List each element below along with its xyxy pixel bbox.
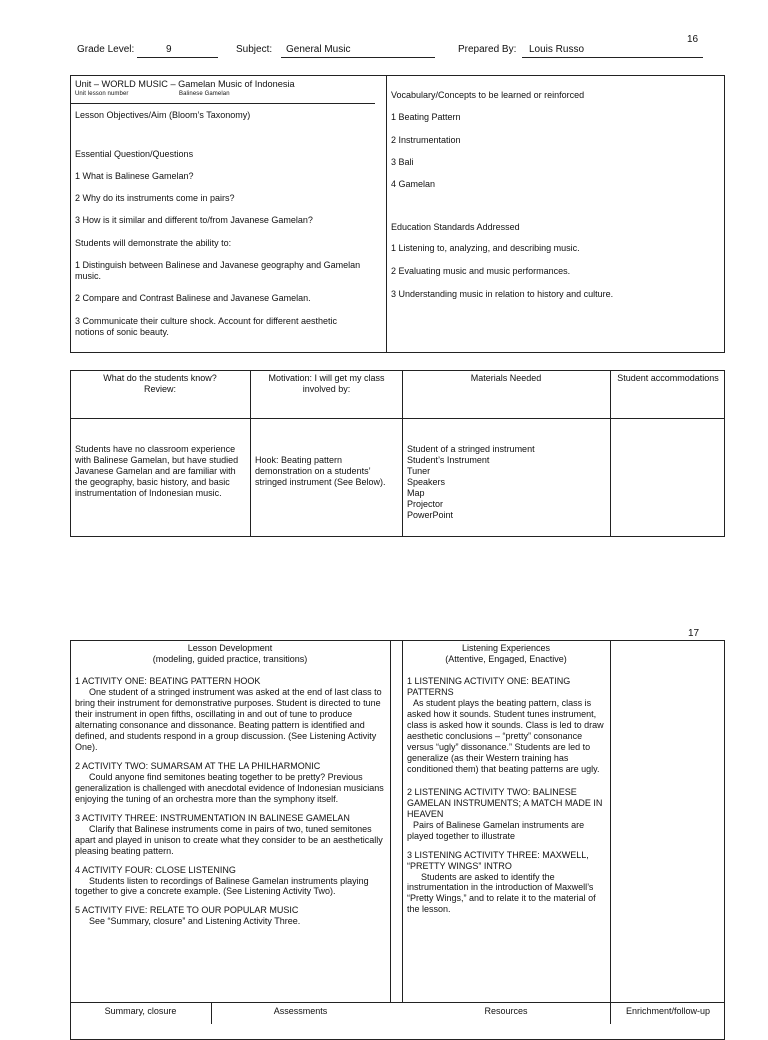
list-item: 4 ACTIVITY FOUR: CLOSE LISTENING Students listen to recordings of Balinese Gamelan instruments playing together to give a concrete example. (See Listening Activity Two). xyxy=(75,864,369,897)
grade-value: 9 xyxy=(166,44,172,55)
standard-item: 2 Evaluating music and music performances. xyxy=(391,266,571,276)
resources-header: Resources xyxy=(484,1006,528,1016)
listening-list xyxy=(407,676,607,923)
enrichment-header: Enrichment/follow-up xyxy=(625,1006,711,1016)
list-item: Speakers xyxy=(407,476,446,487)
lesson-name: Balinese Gamelan xyxy=(179,91,230,97)
assessments-header: Assessments xyxy=(273,1006,328,1016)
question-1: 1 What is Balinese Gamelan? xyxy=(75,171,194,181)
list-item: 1 LISTENING ACTIVITY ONE: BEATING PATTERNS As student plays the beating pattern, class is asked how it sounds. Student tunes instrument, class is asked how it sounds. Class is led to draw aesthetic conclusions – “pretty” consonance versus “ugly” dissonance.” Students are led to generalize (as their Western training has conditioned them) that beating patterns are ugly. xyxy=(407,676,604,774)
list-item: Student of a stringed instrument xyxy=(407,444,535,454)
list-item: Map xyxy=(407,487,425,498)
vocab-title: Vocabulary/Concepts to be learned or reinforced xyxy=(391,90,585,100)
lesson-development-header: Lesson Development (modeling, guided practice, transitions) xyxy=(152,643,308,664)
materials-list xyxy=(407,444,535,521)
vocab-item: 2 Instrumentation xyxy=(391,135,461,145)
list-item: 2 LISTENING ACTIVITY TWO: BALINESE GAMELAN INSTRUMENTS; A MATCH MADE IN HEAVEN Pairs of Balinese Gamelan instruments are played together to illustrate xyxy=(407,786,603,841)
list-item: Student’s Instrument xyxy=(407,454,490,465)
list-item: PowerPoint xyxy=(407,509,454,520)
page-number: 17 xyxy=(688,628,700,639)
header-motivation: Motivation: I will get my class involved by: xyxy=(268,373,385,394)
objectives-title: Lesson Objectives/Aim (Bloom’s Taxonomy) xyxy=(75,110,251,120)
vocab-item: 1 Beating Pattern xyxy=(391,112,461,122)
standard-item: 1 Listening to, analyzing, and describing music. xyxy=(391,243,580,253)
list-item: 3 LISTENING ACTIVITY THREE: MAXWELL, “PRETTY WINGS” INTRO Students are asked to identify the instrumentation in the introduction of Maxwell’s “Pretty Wings,” and to relate it to the material of the lesson. xyxy=(407,849,596,915)
subject-value: General Music xyxy=(286,44,351,55)
list-item: 1 ACTIVITY ONE: BEATING PATTERN HOOK One student of a stringed instrument was asked at the end of last class to bring their instrument for demonstrative purposes. Student is directed to tune their instrument in open fifths, oscillating in and out of tune to produce alternating consonance and dissonance. Beating pattern is identified and defined, and students respond in a group discussion. (See Listening Activity One). xyxy=(75,676,382,752)
list-item: Tuner xyxy=(407,465,431,476)
ability-3: 3 Communicate their culture shock. Account for different aesthetic notions of sonic beauty. xyxy=(75,316,337,337)
question-3: 3 How is it similar and different to/from Javanese Gamelan? xyxy=(75,215,313,225)
page-number: 16 xyxy=(687,34,699,45)
ability-title: Students will demonstrate the ability to: xyxy=(75,238,232,248)
grade-field xyxy=(137,44,218,58)
standard-item: 3 Understanding music in relation to history and culture. xyxy=(391,289,614,299)
ability-2: 2 Compare and Contrast Balinese and Javanese Gamelan. xyxy=(75,293,311,303)
unit-title: Unit – WORLD MUSIC – Gamelan Music of Indonesia xyxy=(75,79,295,89)
essential-title: Essential Question/Questions xyxy=(75,149,194,159)
motivation-text: Hook: Beating pattern demonstration on a students’ stringed instrument (See Below). xyxy=(255,455,386,487)
ability-1: 1 Distinguish between Balinese and Javanese geography and Gamelan music. xyxy=(75,260,361,281)
question-2: 2 Why do its instruments come in pairs? xyxy=(75,193,235,203)
vocab-item: 3 Bali xyxy=(391,157,414,167)
vocab-item: 4 Gamelan xyxy=(391,179,436,189)
list-item: 3 ACTIVITY THREE: INSTRUMENTATION IN BALINESE GAMELAN Clarify that Balinese instruments come in pairs of two, tuned semitones apart and played in unison to create what they consider to be an aesthetically pleasing beating pattern. xyxy=(75,812,383,856)
activities-list xyxy=(75,676,385,935)
standards-title: Education Standards Addressed xyxy=(391,222,520,232)
header-materials: Materials Needed xyxy=(470,373,542,383)
subject-label: Subject: xyxy=(236,44,273,55)
header-accommodations: Student accommodations xyxy=(617,373,719,383)
summary-header: Summary, closure xyxy=(104,1006,177,1016)
listening-header: Listening Experiences (Attentive, Engaged, Enactive) xyxy=(445,643,567,664)
prepared-value: Louis Russo xyxy=(529,44,585,55)
list-item: 5 ACTIVITY FIVE: RELATE TO OUR POPULAR MUSIC See “Summary, closure” and Listening Activity Three. xyxy=(75,905,301,927)
header-know: What do the students know? Review: xyxy=(103,373,217,394)
grade-label: Grade Level: xyxy=(77,44,135,55)
list-item: Projector xyxy=(407,498,444,509)
list-item: 2 ACTIVITY TWO: SUMARSAM AT THE LA PHILHARMONIC Could anyone find semitones beating together to be pretty? Previous generalization is challenged with anecdotal evidence of Indonesian musicians enjoying the tuning of an orchestra more than the symphony itself. xyxy=(75,760,384,804)
lesson-number-label: Unit lesson number xyxy=(75,91,129,97)
know-text: Students have no classroom experience with Balinese Gamelan, but have studied Javanese Gamelan and are familiar with the geography, basic history, and basic instrumentation of Indonesian music. xyxy=(75,444,239,498)
prepared-label: Prepared By: xyxy=(458,44,517,55)
